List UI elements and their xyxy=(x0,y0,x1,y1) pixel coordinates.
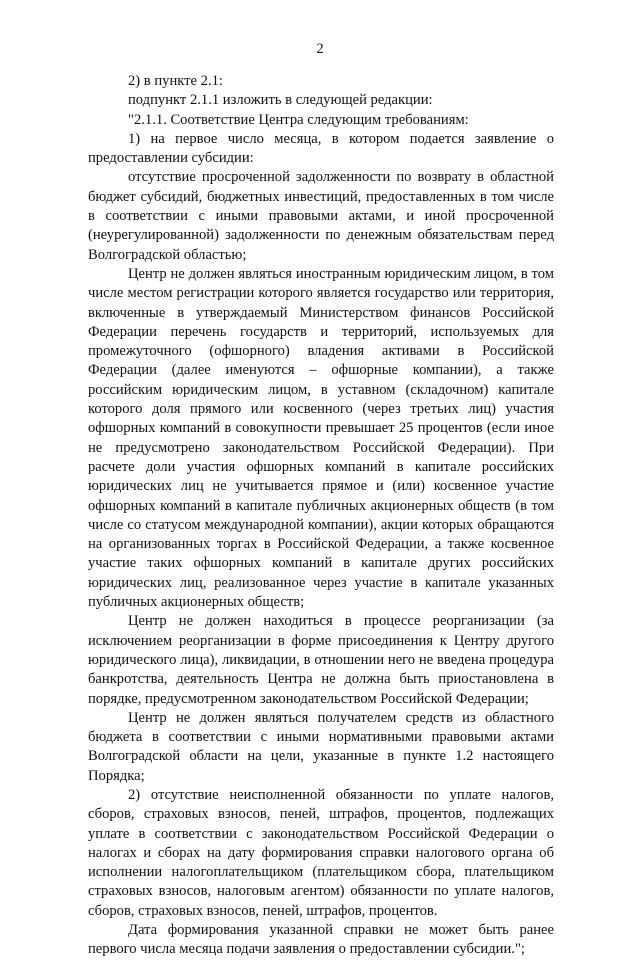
paragraph-not-reorganizing: Центр не должен находиться в процессе реорганизации (за исключением реорганизации в форме присоединения к Центру другого юридического лица), ликвидации, в отношении него не введена процедура банкротства, деятельность Центра не должна быть приостановлена в порядке, предусмотренном законодательством Российской Федерации; xyxy=(88,613,554,707)
paragraph-subitem-intro: подпункт 2.1.1 изложить в следующей редакции: xyxy=(128,92,433,109)
paragraph-2-1-1-heading: "2.1.1. Соответствие Центра следующим требованиям: xyxy=(128,111,469,128)
paragraph-requirement-2-taxes: 2) отсутствие неисполненной обязанности по уплате налогов, сборов, страховых взносов, пеней, штрафов, процентов, подлежащих уплате в соответствии с законодательством Российской Федерации о налогах и сборах на дату формирования справки налогового органа об исполнении налогоплательщиком (плательщиком сбора, плательщиком страховых взносов, налоговым агентом) обязанности по уплате налогов, сборов, страховых взносов, пеней, штрафов, процентов. xyxy=(88,786,554,919)
paragraph-item-2: 2) в пункте 2.1: xyxy=(128,73,223,89)
paragraph-certificate-date: Дата формирования указанной справки не может быть ранее первого числа месяца подачи заявления о предоставлении субсидии."; xyxy=(88,922,554,958)
document-body xyxy=(88,72,554,960)
paragraph-not-foreign-entity: Центр не должен являться иностранным юридическим лицом, в том числе местом регистрации которого является государство или территория, включенные в утверждаемый Министерством финансов Российской Федерации перечень государств и территорий, используемых для промежуточного (офшорного) владения активами в Российской Федерации (далее именуются – офшорные компании), а также российским юридическим лицом, в уставном (складочном) капитале которого доля прямого или косвенного (через третьих лиц) участия офшорных компаний в совокупности превышает 25 процентов (если иное не предусмотрено законодательством Российской Федерации). При расчете доли участия офшорных компаний в капитале российских юридических лиц не учитывается прямое и (или) косвенное участие офшорных компаний в капитале публичных акционерных обществ (в том числе со статусом международной компании), акции которых обращаются на организованных торгах в Российской Федерации, а также косвенное участие таких офшорных компаний в капитале других российских юридических лиц, реализованное через участие в капитале указанных публичных акционерных обществ; xyxy=(88,265,554,611)
paragraph-requirement-1: 1) на первое число месяца, в котором подается заявление о предоставлении субсидии: xyxy=(88,130,554,167)
paragraph-no-overdue-debt: отсутствие просроченной задолженности по возврату в областной бюджет субсидий, бюджетных инвестиций, предоставленных в том числе в соответствии с иными правовыми актами, и иной просроченной (неурегулированной) задолженности по денежным обязательствам перед Волгоградской областью; xyxy=(88,169,554,263)
paragraph-not-budget-recipient: Центр не должен являться получателем средств из областного бюджета в соответствии с иными нормативными правовыми актами Волгоградской области на цели, указанные в пункте 1.2 настоящего Порядка; xyxy=(88,709,554,784)
page-number: 2 xyxy=(316,41,324,57)
